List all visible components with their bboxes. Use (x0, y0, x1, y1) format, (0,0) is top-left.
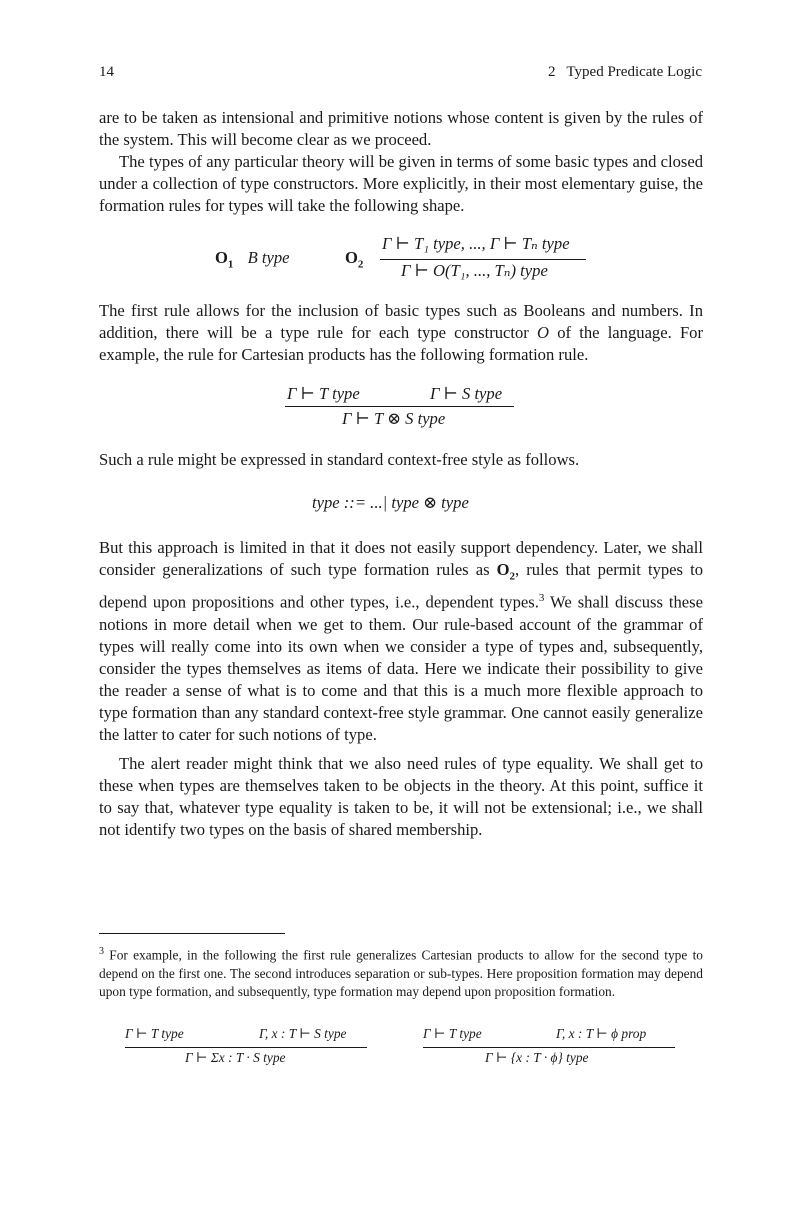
paragraph-2: The types of any particular theory will be given in terms of some basic types and closed under a collection of type constructors. More explicitly, in their most elementary guise, the formation rules for types will take the following shape. (99, 152, 703, 215)
rule-o1 (215, 248, 290, 270)
footnote-rule1-right: Γ, x : T ⊢ S type (259, 1026, 347, 1041)
rule-o2-line (380, 259, 586, 260)
rule-o2-conclusion: Γ ⊢ O(T₁, ..., Tₙ) type (401, 261, 548, 280)
footnote-ref[interactable]: 3 (538, 592, 545, 605)
paragraph-1: are to be taken as intensional and primitive notions whose content is given by the rules of the system. This will become clear as we proceed. (99, 108, 703, 149)
footnote-text (99, 943, 703, 1001)
rule-o2-subscript: 2 (357, 258, 364, 271)
footnote-rule2-conclusion: Γ ⊢ {x : T · ϕ} type (485, 1050, 589, 1065)
page-number: 14 (99, 64, 114, 80)
footnote-rule2-right: Γ, x : T ⊢ ϕ prop (556, 1026, 647, 1041)
paragraph-3 (99, 300, 703, 366)
grammar-production: type ::= ...| type ⊗ type (312, 493, 469, 512)
chapter-title: 2 Typed Predicate Logic (547, 64, 702, 80)
paragraph-5-part-f: We shall discuss these notions in more detail when we get to them. Our rule-based account of the grammar of types will really come into its own when we consider a type of types and, subsequently, consider the types themselves as items of data. Here we indicate their possibility to give the reader a sense of what is to come and that this is a much more flexible approach to type formation than any standard context-free style grammar. One cannot easily generalize the latter to cater for such notions of type. (99, 592, 703, 744)
paragraph-3-part-a: The first rule allows for the inclusion of basic types such as Booleans and numbers. In addition, there will be a type rule for each type constructor (99, 301, 703, 342)
footnote-number: 3 (99, 946, 104, 957)
paragraph-5-rule-subscript: 2 (509, 570, 516, 583)
footnote-divider (99, 933, 285, 934)
footnote-body: For example, in the following the first rule generalizes Cartesian products to allow for the second type to depend on the first one. The second introduces separation or sub-types. Here proposition formation may depend upon type formation, and subsequently, type formation may depend upon proposition formation. (99, 947, 703, 999)
rule-o2-label-wrap (345, 248, 363, 270)
paragraph-5 (99, 537, 703, 746)
footnote-rule2-left: Γ ⊢ T type (423, 1026, 482, 1041)
paragraph-5-rule-name: O (496, 560, 510, 579)
rule-o1-body: B type (247, 248, 290, 267)
rule-o2-premise: Γ ⊢ T₁ type, ..., Γ ⊢ Tₙ type (382, 234, 570, 253)
paragraph-4: Such a rule might be expressed in standard context-free style as follows. (99, 450, 580, 469)
footnote-rule1-left: Γ ⊢ T type (125, 1026, 184, 1041)
paragraph-3-part-c: of the language. For example, the rule for Cartesian products has the following formation rule. (99, 323, 703, 364)
footnote-rule1-line (125, 1047, 367, 1048)
paragraph-5-part-d: , rules that permit types to depend upon propositions and other types, i.e., dependent types. (99, 560, 703, 612)
paragraph-5-part-a: But this approach is limited in that it does not easily support dependency. Later, we shall consider generalizations of such type formation rules as (99, 538, 703, 579)
footnote-rule2-line (423, 1047, 675, 1048)
product-premise-right: Γ ⊢ S type (430, 384, 503, 403)
rule-o2-label: O (345, 248, 358, 267)
rule-o1-label: O (215, 248, 228, 267)
rule-o1-subscript: 1 (227, 258, 234, 271)
paragraph-6: The alert reader might think that we also need rules of type equality. We shall get to these when types are themselves taken to be objects in the theory. At this point, suffice it to say that, whatever type equality is taken to be, it will not be extensional; i.e., we shall not identify two types on the basis of shared membership. (99, 754, 703, 839)
paragraph-3-constructor: O (537, 323, 550, 342)
product-rule-line (285, 406, 514, 407)
product-conclusion: Γ ⊢ T ⊗ S type (342, 409, 446, 428)
footnote-rule1-conclusion: Γ ⊢ Σx : T · S type (185, 1050, 286, 1065)
product-premise-left: Γ ⊢ T type (287, 384, 360, 403)
